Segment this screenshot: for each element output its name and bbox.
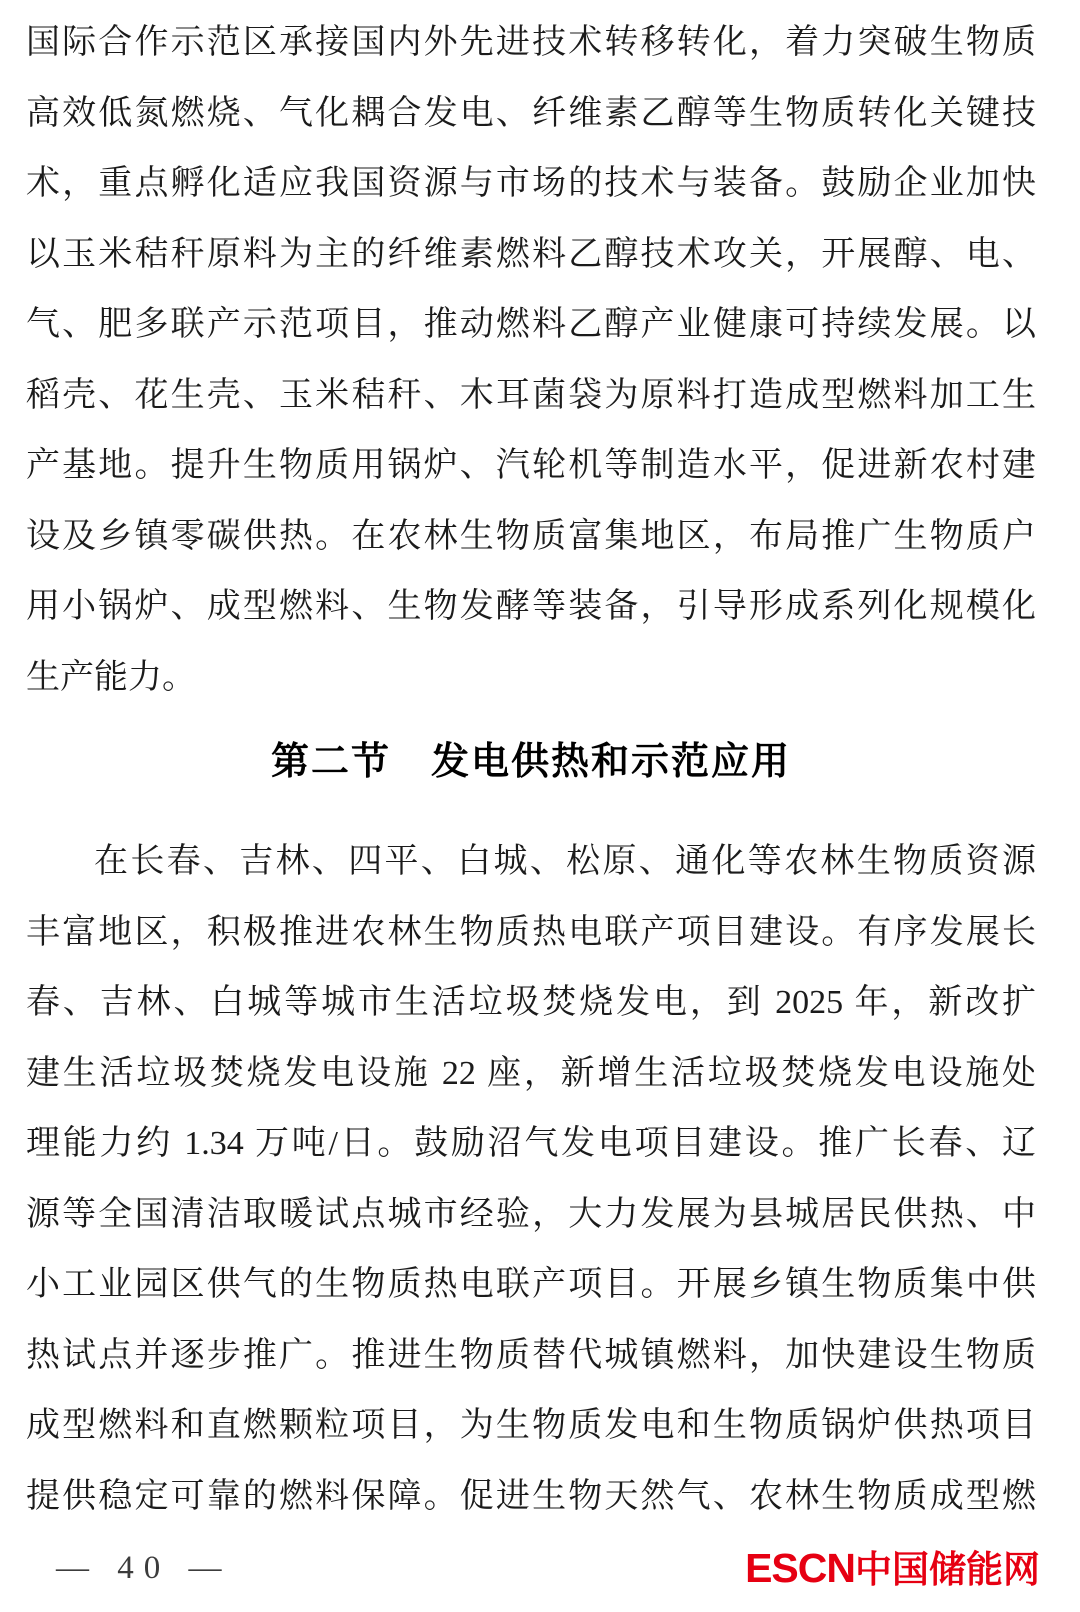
page-footer — [0, 1540, 1080, 1596]
paragraph-2 — [26, 827, 1036, 1532]
document-body — [26, 8, 1036, 1532]
text-line: 源等全国清洁取暖试点城市经验，大力发展为县城居民供热、中 — [26, 1195, 1036, 1233]
text-line: 稻壳、花生壳、玉米秸秆、木耳菌袋为原料打造成型燃料加工生 — [26, 376, 1036, 414]
text-line: 理能力约 1.34 万吨/日。鼓励沼气发电项目建设。推广长春、辽 — [26, 1125, 1036, 1162]
text-line: 提供稳定可靠的燃料保障。促进生物天然气、农林生物质成型燃 — [26, 1477, 1036, 1515]
text-line: 小工业园区供气的生物质热电联产项目。开展乡镇生物质集中供 — [26, 1266, 1036, 1303]
text-line: 丰富地区，积极推进农林生物质热电联产项目建设。有序发展长 — [26, 913, 1036, 951]
escn-logo-chinese: 中国储能网 — [855, 1548, 1040, 1590]
text-line: 成型燃料和直燃颗粒项目，为生物质发电和生物质锅炉供热项目 — [26, 1407, 1036, 1444]
paragraph-1 — [26, 8, 1036, 713]
text-line: 国际合作示范区承接国内外先进技术转移转化，着力突破生物质 — [26, 24, 1036, 61]
text-line: 产基地。提升生物质用锅炉、汽轮机等制造水平，促进新农村建 — [26, 447, 1036, 484]
text-line: 以玉米秸秆原料为主的纤维素燃料乙醇技术攻关，开展醇、电、 — [26, 235, 1036, 273]
escn-logo-latin: ESCN — [745, 1544, 855, 1591]
text-line: 用小锅炉、成型燃料、生物发酵等装备，引导形成系列化规模化 — [26, 588, 1036, 625]
text-line: 在长春、吉林、四平、白城、松原、通化等农林生物质资源 — [94, 843, 1036, 880]
text-line: 生产能力。 — [26, 658, 196, 696]
text-line: 术，重点孵化适应我国资源与市场的技术与装备。鼓励企业加快 — [26, 165, 1036, 202]
page-number: — 40 — — [56, 1549, 232, 1586]
text-line: 设及乡镇零碳供热。在农林生物质富集地区，布局推广生物质户 — [26, 517, 1036, 555]
text-line: 高效低氮燃烧、气化耦合发电、纤维素乙醇等生物质转化关键技 — [26, 94, 1036, 132]
text-line: 建生活垃圾焚烧发电设施 22 座，新增生活垃圾焚烧发电设施处 — [26, 1054, 1036, 1092]
escn-logo — [745, 1544, 1040, 1591]
text-line: 热试点并逐步推广。推进生物质替代城镇燃料，加快建设生物质 — [26, 1336, 1036, 1374]
section-heading: 第二节 发电供热和示范应用 — [270, 741, 791, 783]
text-line: 春、吉林、白城等城市生活垃圾焚烧发电，到 2025 年，新改扩 — [26, 984, 1036, 1021]
text-line: 气、肥多联产示范项目，推动燃料乙醇产业健康可持续发展。以 — [26, 306, 1036, 343]
